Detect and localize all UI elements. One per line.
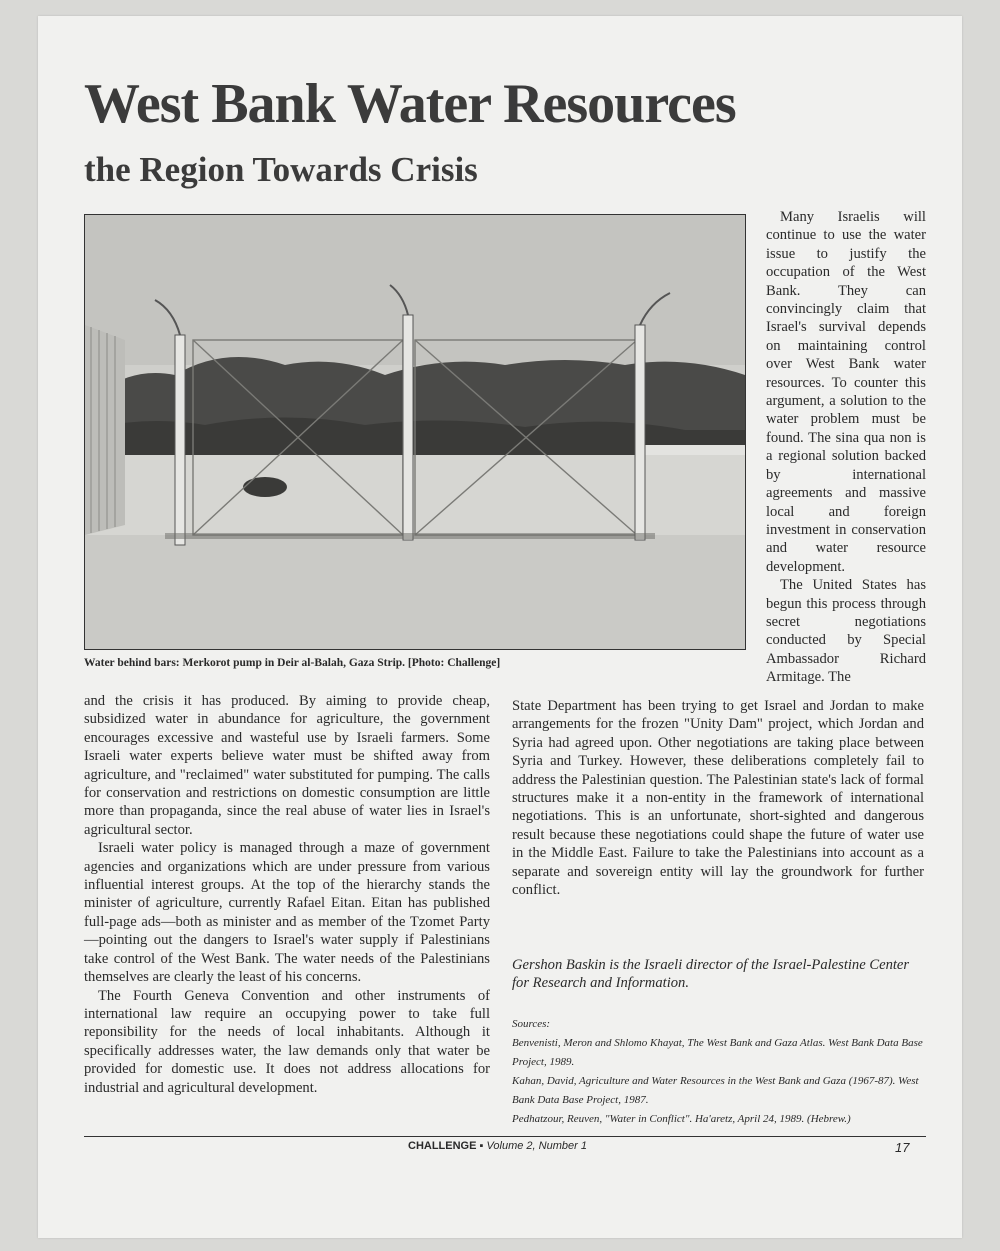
paragraph: Israeli water policy is managed through a maze of government agencies and organizations which are under pressure from various influential interest groups. At the top of the hierarchy stands the minister of agriculture, currently Rafael Eitan. Eitan has published full-page ads—both as minister and as member of the Tzomet Party—pointing out the dangers to Israel's water supply if Palestinians take control of the West Bank. The water needs of the Palestinians themselves are clearly the least of his concerns. [84,840,490,986]
source-item: Kahan, David, Agriculture and Water Resources in the West Bank and Gaza (1967-87). West Bank Data Base Project, 1987. [512,1075,919,1106]
paragraph: The Fourth Geneva Convention and other instruments of international law require an occupying power to take full reponsibility for the needs of local inhabitants. Although it specifically addresses water, the law demands only that water be provided for domestic use. It does not address allocations for industrial and agricultural development. [84,987,490,1096]
footer-rule [84,1136,926,1137]
separator-icon: ▪ [479,1140,484,1152]
column-right-top [766,208,926,687]
author-note: Gershon Baskin is the Israeli director of the Israel-Palestine Center for Research and Information. [512,957,910,992]
column-left [84,692,490,1097]
source-item: Benvenisti, Meron and Shlomo Khayat, The West Bank and Gaza Atlas. West Bank Data Base Project, 1989. [512,1037,923,1068]
source-item: Pedhatzour, Reuven, "Water in Conflict". Ha'aretz, April 24, 1989. (Hebrew.) [512,1113,851,1125]
article-subtitle: the Region Towards Crisis [84,150,478,189]
paragraph: Many Israelis will continue to use the water issue to justify the occupation of the West Bank. They can convincingly claim that Israel's survival depends on maintaining control over West Bank water resources. To counter this argument, a solution to the water problem must be found. The sina qua non is a regional solution backed by international agreements and massive local and foreign investment in conservation and water resource development. [766,209,926,575]
article-title: West Bank Water Resources [84,73,736,135]
article-photo [84,214,746,650]
page-number: 17 [895,1140,910,1155]
paragraph: and the crisis it has produced. By aiming to provide cheap, subsidized water in abundance for agriculture, the government encourages excessive and wasteful use by Israeli farmers. Some Israeli water experts believe water must be shifted away from agriculture, and "reclaimed" water substituted for pumping. The calls for conservation and restrictions on domestic consumption are little more than propaganda, since the real abuse of water lies in Israel's agricultural sector. [84,693,490,838]
sources-heading: Sources: [512,1018,551,1030]
paragraph: The United States has begun this process through secret negotiations conducted by Special Ambassador Richard Armitage. The [766,577,926,686]
footer [408,1140,587,1152]
column-right [512,697,924,899]
photo-caption: Water behind bars: Merkorot pump in Deir al-Balah, Gaza Strip. [Photo: Challenge] [84,657,501,669]
volume-info: Volume 2, Number 1 [486,1140,587,1152]
paragraph: State Department has been trying to get Israel and Jordan to make arrangements for the frozen "Unity Dam" project, which Jordan and Syria had agreed upon. Other negotiations are taking place between Syria and Turkey. However, these deliberations completely fail to address the Palestinian question. The Palestinian state's lack of formal structures make it a non-entity in the framework of international negotiations. This is an unfortunate, short-sighted and dangerous result because these negotiations could shape the future of water use in the Middle East. Failure to take the Palestinians into account as a separate and sovereign entity will lay the groundwork for further conflict. [512,698,924,899]
publication-name: CHALLENGE [408,1140,477,1152]
sources-list [512,1015,926,1129]
